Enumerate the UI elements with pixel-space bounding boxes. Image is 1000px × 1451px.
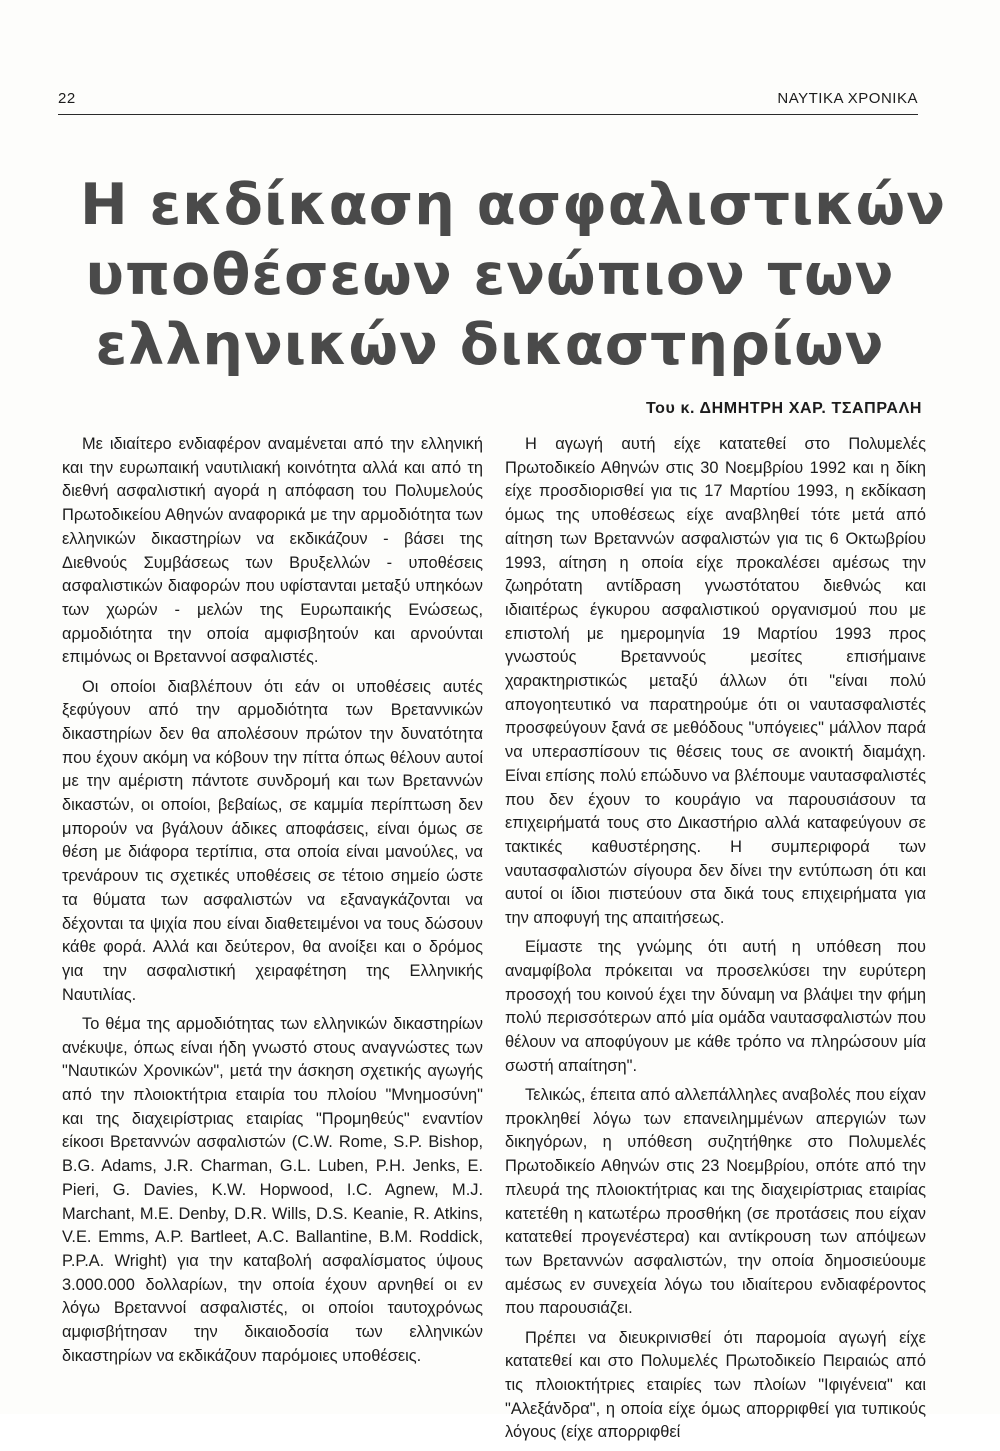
title-line: υποθέσεων ενώπιον των	[85, 242, 895, 308]
title-line: Η εκδίκαση ασφαλιστικών	[80, 172, 947, 238]
paragraph: Η αγωγή αυτή είχε κατατεθεί στο Πολυμελές Πρωτοδικείο Αθηνών στις 30 Νοεμβρίου 1992 και η δίκη είχε προσδιορισθεί για τις 17 Μαρτίου 1993, η εκδίκαση όμως της υποθέσεως είχε αναβληθεί τότε μετά από αίτηση των Βρεταννών ασφαλιστών για τις 6 Οκτωβρίου 1993, αίτηση η οποία είχε προκαλέσει αμέσως την ζωηρότατη αντίδραση γνωστότατου διεθνώς και ιδιαιτέρως έγκυρου ασφαλιστικού οργανισμού που με επιστολή με ημερομηνία 19 Μαρτίου 1993 προς γνωστούς Βρεταννούς μεσίτες επισήμαινε χαρακτηριστικώς μεταξύ άλλων ότι "είναι πολύ απογοητευτικό να παρατηρούμε ότι οι ναυτασφαλιστές προσφεύγουν ξανά σε μεθόδους "υπόγειες" μάλλον παρά να υπερασπίσουν τις θέσεις τους σε ανοικτή διαμάχη. Είναι επίσης πολύ επώδυνο να βλέπουμε ναυτασφαλιστές που δεν έχουν το κουράγιο να παρουσιάσουν τα επιχειρήματά τους στο Δικαστήριο αλλά καταφεύγουν σε τακτικές καθυστέρησης. Η συμπεριφορά των ναυτασφαλιστών σίγουρα δεν δίνει την εντύπωση ότι και αυτοί οι ίδιοι πιστεύουν στα δικά τους επιχειρήματα για την αποφυγή της απαιτήσεως.	[505, 435, 926, 928]
article-column-right	[505, 433, 926, 1451]
paragraph: Τελικώς, έπειτα από αλλεπάλληλες αναβολές που είχαν προκληθεί λόγω των επανειλημμένων απεργιών των δικηγόρων, η υπόθεση συζητήθηκε στο Πολυμελές Πρωτοδικείο Αθηνών στις 23 Νοεμβρίου, οπότε από την πλευρά της πλοιοκτήτριας και της διαχειρίστριας εταιρίας κατετέθη η κατωτέρω προσθήκη (σε προτάσεις που είχαν κατατεθεί προγενέστερα) και αντίκρουση των απόψεων των Βρεταννών ασφαλιστών, την οποία δημοσιεύουμε αμέσως εν συνεχεία λόγω του ιδιαίτερου ενδιαφέροντος που παρουσιάζει.	[505, 1085, 926, 1318]
page-number: 22	[58, 90, 76, 107]
article-column-left	[62, 433, 483, 1374]
article-title	[80, 170, 947, 380]
paragraph: Είμαστε της γνώμης ότι αυτή η υπόθεση που αναμφίβολα πρόκειται να προσελκύσει την ευρύτερη προσοχή του κοινού έχει την δύναμη να βλάψει την φήμη πολύ περισσότερων από μία ομάδα ναυτασφαλιστών που θέλουν να αποφύγουν με κάθε τρόπο να πληρώσουν μία σωστή απαίτηση".	[505, 938, 926, 1075]
title-line: ελληνικών δικαστηρίων	[95, 312, 885, 378]
page-header	[58, 86, 918, 115]
paragraph: Πρέπει να διευκρινισθεί ότι παρομοία αγωγή είχε κατατεθεί και στο Πολυμελές Πρωτοδικείο Πειραιώς από τις πλοιοκτήτριες εταιρίες των πλοίων "Ιφιγένεια" και "Αλεξάνδρα", η οποία είχε όμως απορριφθεί για τυπικούς λόγους (είχε απορριφθεί	[505, 1328, 926, 1442]
paragraph: Οι οποίοι διαβλέπουν ότι εάν οι υποθέσεις αυτές ξεφύγουν από την αρμοδιότητα των Βρεταννικών δικαστηρίων δεν θα απολέσουν πρώτον την δυνατότητα που έχουν ακόμη να κόβουν την πίττα όπως θέλουν αυτοί με την αμέριστη πάντοτε συνδρομή και των Βρεταννών δικαστών, οι οποίοι, βεβαίως, σε καμμία περίπτωση δεν μπορούν να βγάλουν άδικες αποφάσεις, είναι όμως σε θέση με διάφορα τερτίπια, στα οποία είναι μανούλες, να τρενάρουν τις σχετικές υποθέσεις σε τέτοιο σημείο ώστε τα θύματα των ασφαλιστών να εξαναγκάζονται να δέχονται τα ψιχία που είναι διαθετειμένοι να τους δώσουν κάθε φορά. Αλλά και δεύτερον, θα ανοίξει και ο δρόμος για την ασφαλιστική χειραφέτηση της Ελληνικής Ναυτιλίας.	[62, 677, 483, 1004]
author-byline: Του κ. ΔΗΜΗΤΡΗ ΧΑΡ. ΤΣΑΠΡΑΛΗ	[645, 400, 922, 417]
publication-name: ΝΑΥΤΙΚΑ ΧΡΟΝΙΚΑ	[777, 90, 918, 107]
paragraph: Με ιδιαίτερο ενδιαφέρον αναμένεται από την ελληνική και την ευρωπαική ναυτιλιακή κοινότητα αλλά και από τη διεθνή ασφαλιστική αγορά η απόφαση του Πολυμελούς Πρωτοδικείου Αθηνών αναφορικά με την αρμοδιότητα των ελληνικών δικαστηρίων να εκδικάζουν - βάσει της Διεθνούς Συμβάσεως των Βρυξελλών - υποθέσεις ασφαλιστικών διαφορών που υφίστανται μεταξύ υπηκόων των χωρών - μελών της Ευρωπαικής Ενώσεως, αρμοδιότητα την οποία αμφισβητούν και αρνούνται επιμόνως οι Βρεταννοί ασφαλιστές.	[62, 435, 483, 667]
paragraph: Το θέμα της αρμοδιότητας των ελληνικών δικαστηρίων ανέκυψε, όπως είναι ήδη γνωστό στους αναγνώστες των "Ναυτικών Χρονικών", μετά την άσκηση σχετικής αγωγής από την πλοιοκτήτρια εταιρία του πλοίου "Μνημοσύνη" και της διαχειρίστριας εταιρίας "Προμηθεύς" εναντίον είκοσι Βρεταννών ασφαλιστών (C.W. Rome, S.P. Bishop, B.G. Adams, J.R. Charman, G.L. Luben, P.H. Jenks, E. Pieri, G. Davies, K.W. Hopwood, I.C. Agnew, M.J. Marchant, M.E. Denby, D.R. Wills, D.S. Keanie, R. Atkins, V.E. Emms, A.P. Bartleet, A.C. Ballantine, B.M. Roddick, P.P.A. Wright) για την καταβολή ασφαλίσματος ύψους 3.000.000 δολλαρίων, την οποία έχουν αρνηθεί οι εν λόγω Βρεταννοί ασφαλιστές, οι οποίοι ταυτοχρόνως αμφισβήτησαν την δικαιοδοσία των ελληνικών δικαστηρίων να εκδικάζουν παρόμοιες υποθέσεις.	[62, 1014, 483, 1365]
